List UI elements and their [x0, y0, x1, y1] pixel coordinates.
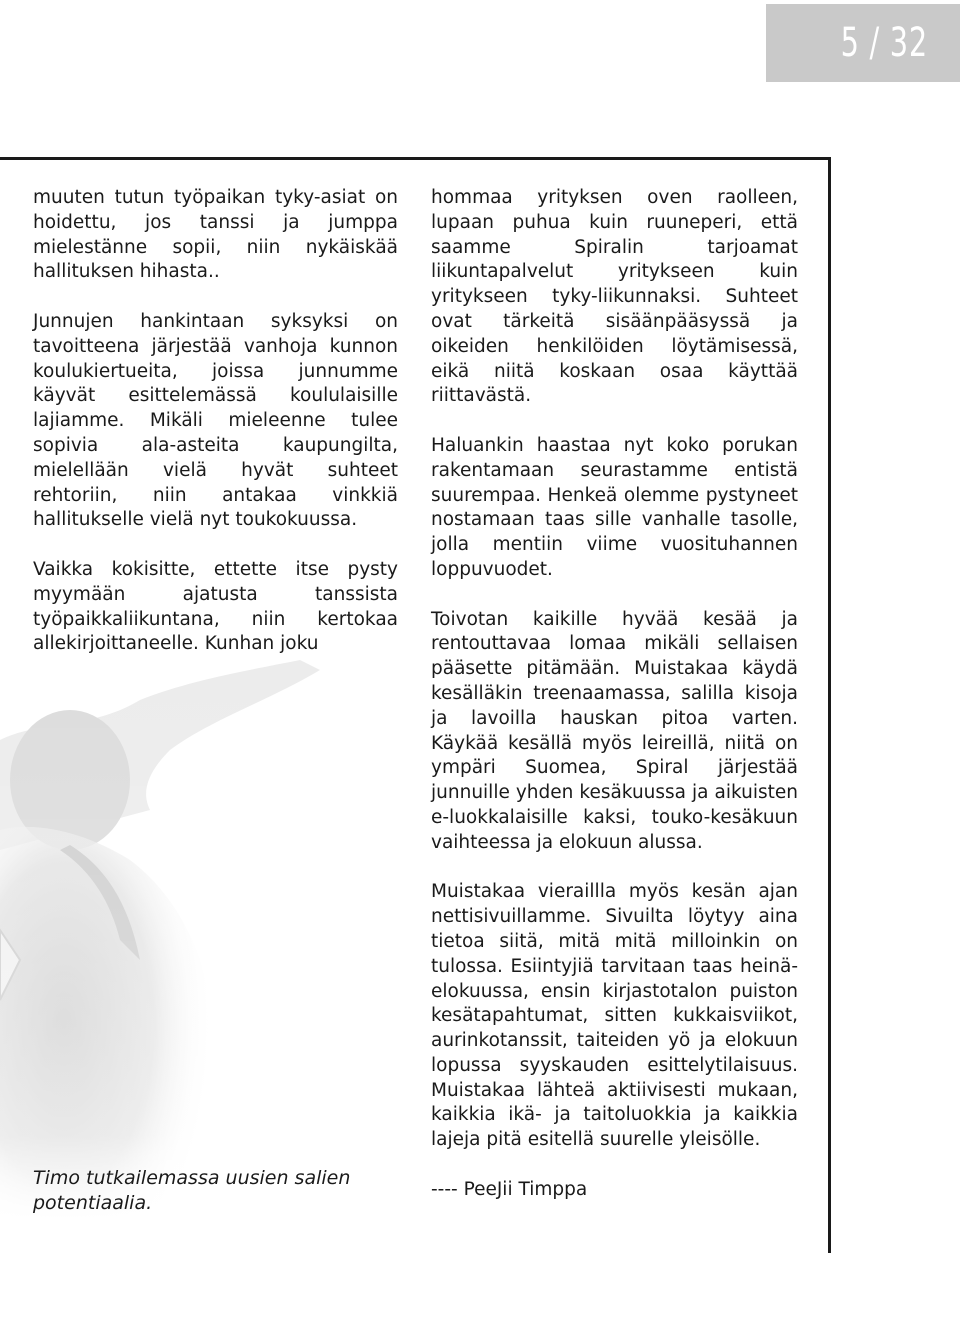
signature: ---- PeeJii Timppa	[431, 1178, 588, 1200]
paragraph: hommaa yrityksen oven raolleen, lupaan puhua kuin ruuneperi, että saamme Spiralin tarjoamat liikuntapalvelut yritykseen kuin yritykseen tyky-liikunnaksi. Suhteet ovat tärkeitä sisäänpääsyssä ja oikeiden henkilöiden löytämisessä, eikä niitä koskaan osaa käyttää riittavästä.	[431, 187, 798, 407]
faded-photo	[0, 660, 430, 1220]
paragraph: Haluankin haastaa nyt koko porukan rakentamaan seurastamme entistä suurempaa. Henkeä olemme pystyneet nostamaan taas sille vanhalle tasolle, jolla mentiin viime vuosituhannen loppuvuodet.	[431, 434, 798, 580]
paragraph: muuten tutun työpaikan tyky-asiat on hoidettu, jos tanssi ja jumppa mielestänne sopii, niin nykäiskää hallituksen hihasta..	[33, 187, 398, 283]
top-border-line	[0, 157, 831, 160]
photo-caption: Timo tutkailemassa uusien salien potentiaalia.	[33, 1167, 351, 1214]
paragraph: Vaikka kokisitte, ettette itse pysty myymään ajatusta tanssista työpaikkaliikuntana, niin kertokaa allekirjoittaneelle. Kunhan joku	[33, 558, 398, 655]
page-number-badge	[766, 4, 960, 82]
paragraph: Junnujen hankintaan syksyksi on tavoitteena järjestää vanhoja kunnon koulukiertueita, joissa junnumme käyvät esittelemässä koululaisille lajiamme. Mikäli mieleenne tulee sopivia ala-asteita kaupungilta, mielellään vielä hyvät suhteet rehtoriin, niin antakaa vinkkiä hallitukselle vielä nyt toukokuussa.	[33, 310, 398, 531]
left-text-column	[33, 186, 398, 682]
paragraph: Toivotan kaikille hyvää kesää ja rentouttavaa lomaa mikäli sellaisen pääsette pitämään. Muistakaa käydä kesälläkin treenaamassa, salilla kisoja ja lavoilla hauskan pitoa varten. Käykää kesällä myös leireillä, niitä on ympäri Suomea, Spiral järjestää junnuille yhden kesäkuussa ja aikuisten e-luokkalaisille kaksi, touko-kesäkuun vaihteessa ja elokuun alussa.	[431, 608, 798, 853]
paragraph: Muistakaa vieraillla myös kesän ajan nettisivuillamme. Sivuilta löytyy aina tietoa siitä, mitä mitä milloinkin on tulossa. Esiintyjiä tarvitaan taas heinä-elokuussa, ensin kirjastotalon puiston kesätapahtumat, sitten kukkaisviikot, aurinkotanssit, taiteiden yö ja elokuun lopussa syyskauden esittelytilaisuus. Muistakaa lähteä aktiivisesti mukaan, kaikkia ikä- ja taitoluokkia ja kaikkia lajeja pitä esitellä suurelle yleisölle.	[431, 881, 798, 1151]
page-number: 5 / 32	[840, 20, 929, 66]
right-text-column	[431, 186, 798, 1227]
right-border-line	[828, 157, 831, 1253]
